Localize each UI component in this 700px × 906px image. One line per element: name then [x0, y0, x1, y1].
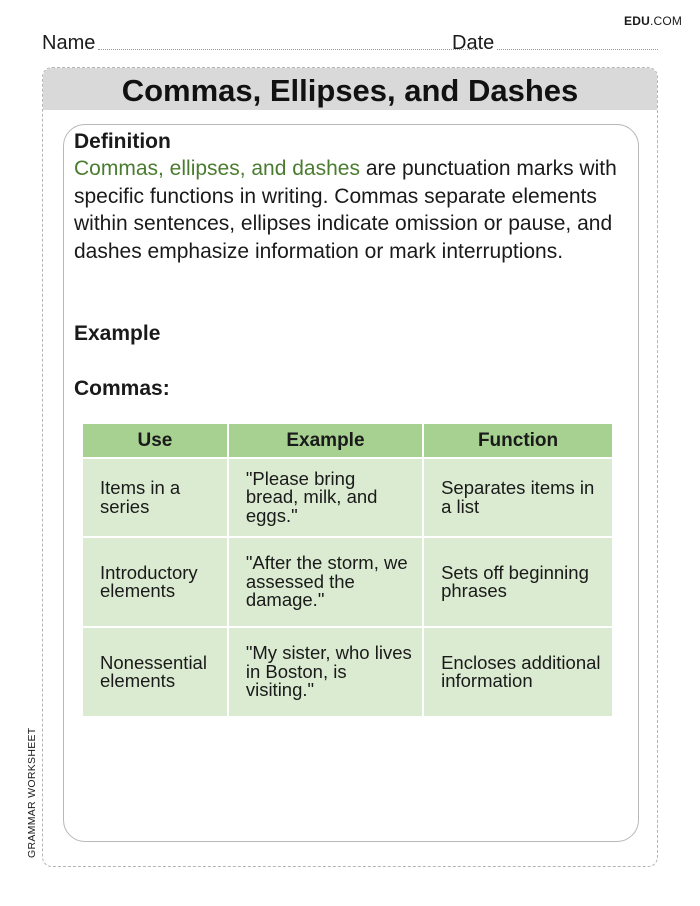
cell-function: Sets off beginning phrases [424, 538, 612, 626]
definition-heading: Definition [74, 130, 171, 153]
name-label: Name [42, 32, 96, 54]
cell-use: Items in a series [83, 459, 227, 536]
logo-bold-text: EDU [624, 14, 650, 28]
definition-term: Commas, ellipses, and dashes [74, 157, 360, 180]
cell-function: Separates items in a list [424, 459, 612, 536]
title-band [43, 68, 657, 110]
table-row [83, 459, 612, 536]
cell-use: Nonessential elements [83, 628, 227, 716]
example-heading: Example [74, 322, 161, 345]
name-field-line[interactable] [98, 49, 478, 50]
cell-function: Encloses additional information [424, 628, 612, 716]
name-date-row [42, 32, 658, 54]
worksheet-frame [42, 67, 658, 867]
cell-example: "My sister, who lives in Boston, is visiting." [229, 628, 422, 716]
page-title: Commas, Ellipses, and Dashes [121, 73, 579, 108]
cell-example: "After the storm, we assessed the damage." [229, 538, 422, 626]
definition-text [74, 155, 630, 265]
column-header-function: Function [424, 424, 612, 457]
commas-heading: Commas: [74, 377, 170, 400]
table-header-row [83, 424, 612, 457]
edu-logo [624, 14, 682, 28]
date-label: Date [452, 32, 495, 54]
column-header-use: Use [83, 424, 227, 457]
date-field-line[interactable] [497, 49, 658, 50]
cell-example: "Please bring bread, milk, and eggs." [229, 459, 422, 536]
column-header-example: Example [229, 424, 422, 457]
logo-light-text: .COM [649, 14, 683, 28]
table-row [83, 628, 612, 716]
cell-use: Introductory elements [83, 538, 227, 626]
definition-body: are punctuation marks with specific functions in writing. Commas separate elements within sentences, ellipses indicate omission or pause, and dashes emphasize information or mark interruptions. [74, 157, 617, 263]
table-row [83, 538, 612, 626]
commas-table [81, 422, 614, 718]
side-label: GRAMMAR WORKSHEET [26, 727, 38, 858]
